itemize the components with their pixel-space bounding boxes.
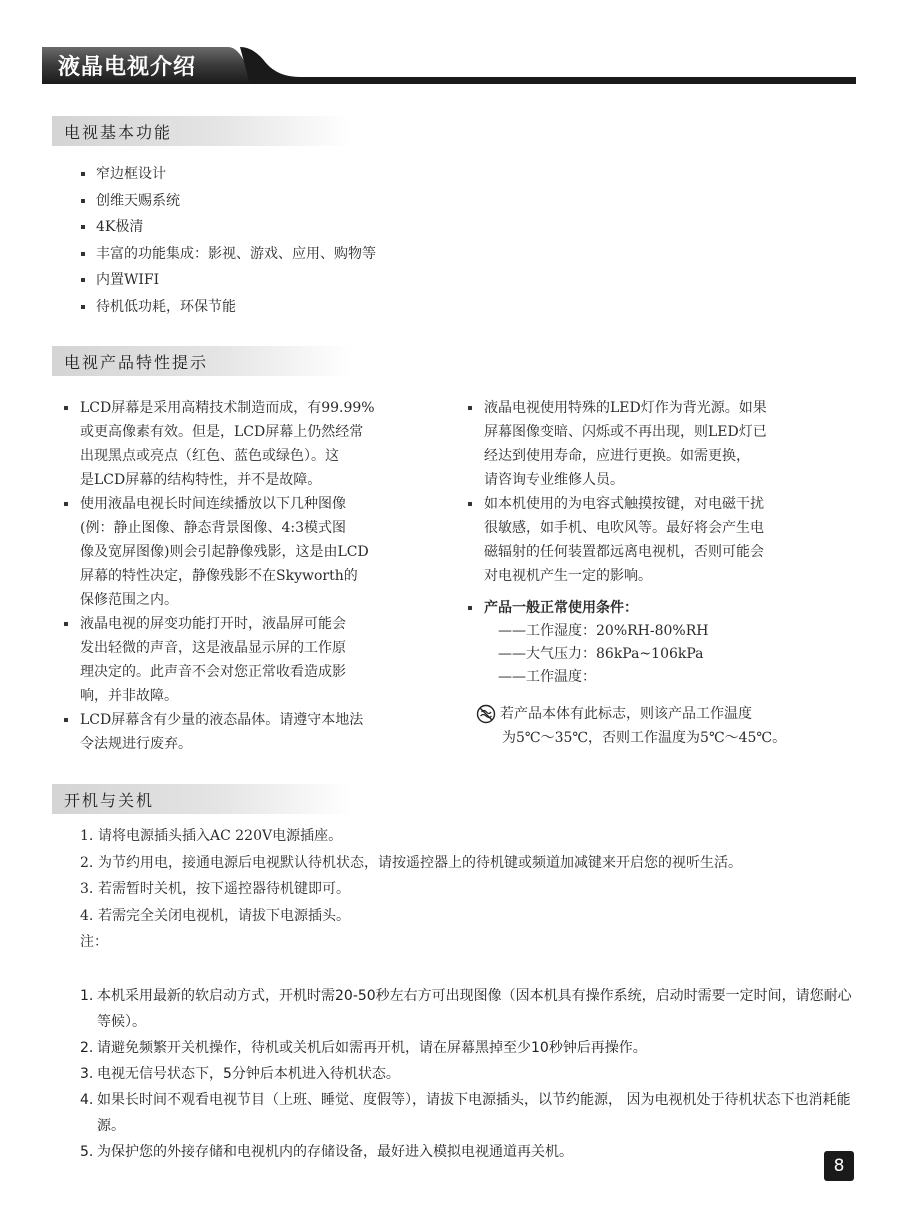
power-notes [80, 983, 860, 1165]
power-steps [80, 823, 860, 956]
list-item: 内置WIFI [80, 267, 580, 294]
list-item: 创维天赐系统 [80, 188, 580, 215]
tip-item: LCD屏幕含有少量的液态晶体。请遵守本地法 令法规进行废弃。 [62, 708, 447, 756]
tip-item: LCD屏幕是采用高精技术制造而成，有99.99% 或更高像素有效。但是，LCD屏幕上仍然经常 出现黑点或亮点（红色、蓝色或绿色）。这 是LCD屏幕的结构特性，并不是故障。 [62, 396, 447, 492]
no-heat-symbol-icon [476, 704, 496, 724]
conditions-title: 产品一般正常使用条件： [484, 600, 638, 616]
step-item: 3. 若需暂时关机，按下遥控器待机键即可。 [80, 881, 350, 897]
tip-item: 液晶电视的屏变功能打开时，液晶屏可能会 发出轻微的声音，这是液晶显示屏的工作原 理决定的。此声音不会对您正常收看造成影 响，并非故障。 [62, 612, 447, 708]
page-number: 8 [824, 1151, 854, 1181]
condition-humidity: ——工作湿度：20%RH-80%RH [498, 623, 709, 639]
step-item: 4. 若需完全关闭电视机，请拔下电源插头。 [80, 907, 350, 924]
section-header-tips [52, 346, 352, 376]
section-title: 电视产品特性提示 [64, 353, 209, 372]
note-item: 2. 请避免频繁开关机操作，待机或关机后如需再开机，请在屏幕黑掉至少10秒钟后再操作。 [80, 1040, 647, 1056]
condition-temperature: ——工作温度： [498, 669, 596, 685]
list-item: 窄边框设计 [80, 161, 580, 188]
list-item: 丰富的功能集成：影视、游戏、应用、购物等 [80, 241, 580, 268]
step-item: 1. 请将电源插头插入AC 220V电源插座。 [80, 828, 343, 844]
temperature-note: 若产品本体有此标志，则该产品工作温度 为5℃～35℃，否则工作温度为5℃～45℃。 [466, 702, 866, 750]
note-item: 3. 电视无信号状态下，5分钟后本机进入待机状态。 [80, 1066, 400, 1082]
note-item: 1. 本机采用最新的软启动方式，开机时需20-50秒左右方可出现图像（因本机具有操作系统，启动时需要一定时间，请您耐心等候）。 [80, 988, 852, 1030]
page-title: 液晶电视介绍 [58, 55, 197, 80]
tips-right-column [466, 396, 866, 750]
tip-item: 如本机使用的为电容式触摸按键，对电磁干扰 很敏感，如手机、电吹风等。最好将会产生电 磁辐射的任何装置都远离电视机，否则可能会 对电视机产生一定的影响。 [466, 492, 866, 588]
condition-pressure: ——大气压力：86kPa~106kPa [498, 646, 704, 662]
note-item: 4. 如果长时间不观看电视节目（上班、睡觉、度假等），请拔下电源插头，以节约能源， 因为电视机处于待机状态下也消耗能源。 [80, 1092, 851, 1134]
section-title: 电视基本功能 [64, 123, 173, 142]
step-item: 2. 为节约用电，接通电源后电视默认待机状态，请按遥控器上的待机键或频道加减键来开启您的视听生活。 [80, 854, 742, 871]
list-item: 待机低功耗，环保节能 [80, 294, 580, 321]
basic-feature-list [80, 161, 580, 320]
tip-item: 使用液晶电视长时间连续播放以下几种图像 (例：静止图像、静态背景图像、4:3模式图 像及宽屏图像)则会引起静像残影，这是由LCD 屏幕的特性决定，静像残影不在Skyworth的 保修范围之内。 [62, 492, 447, 612]
tips-left-column [62, 396, 447, 756]
conditions-block [466, 596, 866, 689]
list-item: 4K极清 [80, 214, 580, 241]
section-header-power [52, 784, 352, 814]
header-tab-curve [240, 47, 300, 84]
section-title: 开机与关机 [64, 791, 155, 810]
section-header-basic [52, 116, 352, 146]
tip-item: 液晶电视使用特殊的LED灯作为背光源。如果 屏幕图像变暗、闪烁或不再出现，则LED灯已 经达到使用寿命，应进行更换。如需更换， 请咨询专业维修人员。 [466, 396, 866, 492]
note-item: 5. 为保护您的外接存储和电视机内的存储设备，最好进入模拟电视通道再关机。 [80, 1144, 573, 1160]
note-label: 注： [80, 934, 108, 950]
